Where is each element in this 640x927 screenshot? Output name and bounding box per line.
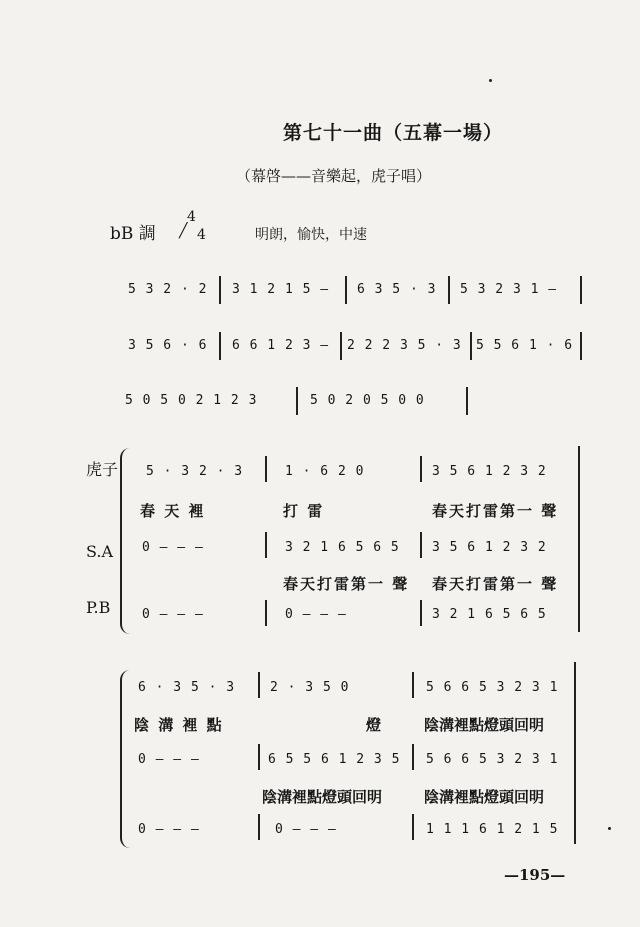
sa-lyric: 春天打雷第一 聲 xyxy=(432,575,559,593)
pb-measure: 1 1 1 6 1 2 1 5 xyxy=(426,822,559,837)
barline xyxy=(265,456,267,482)
huzi-measure: 2 · 3 5 0 xyxy=(270,680,350,695)
intro-measure: 5 3 2 3 1 — xyxy=(460,282,558,297)
barline xyxy=(412,744,414,770)
page-number: —195— xyxy=(504,866,566,884)
intro-measure: 3 5 6 · 6 xyxy=(128,338,208,353)
intro-measure: 5 3 2 · 2 xyxy=(128,282,208,297)
paper-speck xyxy=(608,827,611,830)
barline xyxy=(412,814,414,840)
huzi-measure: 5 6 6 5 3 2 3 1 xyxy=(426,680,559,695)
intro-measure: 5 0 2 0 5 0 0 xyxy=(310,393,425,408)
huzi-lyric: 陰溝裡點燈頭回明 xyxy=(424,716,545,734)
barline xyxy=(574,662,576,844)
page-title: 第七十一曲（五幕一場） xyxy=(283,122,504,144)
sa-lyric: 春天打雷第一 聲 xyxy=(283,575,410,593)
barline xyxy=(420,600,422,626)
part-label-pb: P.B xyxy=(86,598,111,617)
barline xyxy=(448,276,450,304)
time-signature-slash: ╱ xyxy=(179,223,188,239)
barline xyxy=(219,332,221,360)
intro-measure: 6 3 5 · 3 xyxy=(357,282,437,297)
barline xyxy=(265,532,267,558)
pb-measure: 3 2 1 6 5 6 5 xyxy=(432,607,547,622)
barline xyxy=(345,276,347,304)
barline xyxy=(265,600,267,626)
intro-measure: 5 0 5 0 2 1 2 3 xyxy=(125,393,258,408)
barline xyxy=(470,332,472,360)
sa-measure: 3 5 6 1 2 3 2 xyxy=(432,540,547,555)
barline xyxy=(580,332,582,360)
part-label-huzi: 虎子 xyxy=(86,460,119,479)
barline xyxy=(580,276,582,304)
huzi-lyric: 燈 xyxy=(366,716,384,734)
huzi-measure: 1 · 6 2 0 xyxy=(285,464,365,479)
system-brace xyxy=(120,448,130,634)
barline xyxy=(578,446,580,632)
sa-measure: 3 2 1 6 5 6 5 xyxy=(285,540,400,555)
sa-measure: 0 — — — xyxy=(138,752,200,767)
barline xyxy=(340,332,342,360)
sa-lyric: 陰溝裡點燈頭回明 xyxy=(262,788,383,806)
huzi-lyric: 春天打雷第一 聲 xyxy=(432,502,559,520)
sa-measure: 0 — — — xyxy=(142,540,204,555)
sa-measure: 6 5 5 6 1 2 3 5 xyxy=(268,752,401,767)
barline xyxy=(296,387,298,415)
intro-measure: 5 5 6 1 · 6 xyxy=(476,338,574,353)
part-label-sa: S.A xyxy=(86,542,114,561)
barline xyxy=(258,814,260,840)
intro-measure: 6 6 1 2 3 — xyxy=(232,338,330,353)
stage-direction: （幕啓——音樂起，虎子唱） xyxy=(236,167,432,185)
paper-speck xyxy=(489,79,492,82)
huzi-measure: 6 · 3 5 · 3 xyxy=(138,680,236,695)
time-signature-top: 4 xyxy=(187,209,196,225)
barline xyxy=(420,456,422,482)
huzi-measure: 3 5 6 1 2 3 2 xyxy=(432,464,547,479)
sa-lyric: 陰溝裡點燈頭回明 xyxy=(424,788,545,806)
barline xyxy=(466,387,468,415)
huzi-lyric: 打 雷 xyxy=(283,502,325,520)
intro-measure: 3 1 2 1 5 — xyxy=(232,282,330,297)
system-brace xyxy=(120,670,130,848)
tempo-marking: 明朗，愉快，中速 xyxy=(255,227,367,243)
pb-measure: 0 — — — xyxy=(285,607,347,622)
barline xyxy=(258,744,260,770)
huzi-lyric: 陰 溝 裡 點 xyxy=(134,716,224,734)
huzi-measure: 5 · 3 2 · 3 xyxy=(146,464,244,479)
barline xyxy=(412,672,414,698)
pb-measure: 0 — — — xyxy=(142,607,204,622)
barline xyxy=(420,532,422,558)
pb-measure: 0 — — — xyxy=(275,822,337,837)
intro-measure: 2 2 2 3 5 · 3 xyxy=(347,338,462,353)
key-signature: bB 調 xyxy=(110,224,156,244)
huzi-lyric: 春 天 裡 xyxy=(140,502,206,520)
pb-measure: 0 — — — xyxy=(138,822,200,837)
barline xyxy=(219,276,221,304)
time-signature xyxy=(181,210,206,242)
sa-measure: 5 6 6 5 3 2 3 1 xyxy=(426,752,559,767)
time-signature-bottom: 4 xyxy=(197,227,206,243)
barline xyxy=(258,672,260,698)
